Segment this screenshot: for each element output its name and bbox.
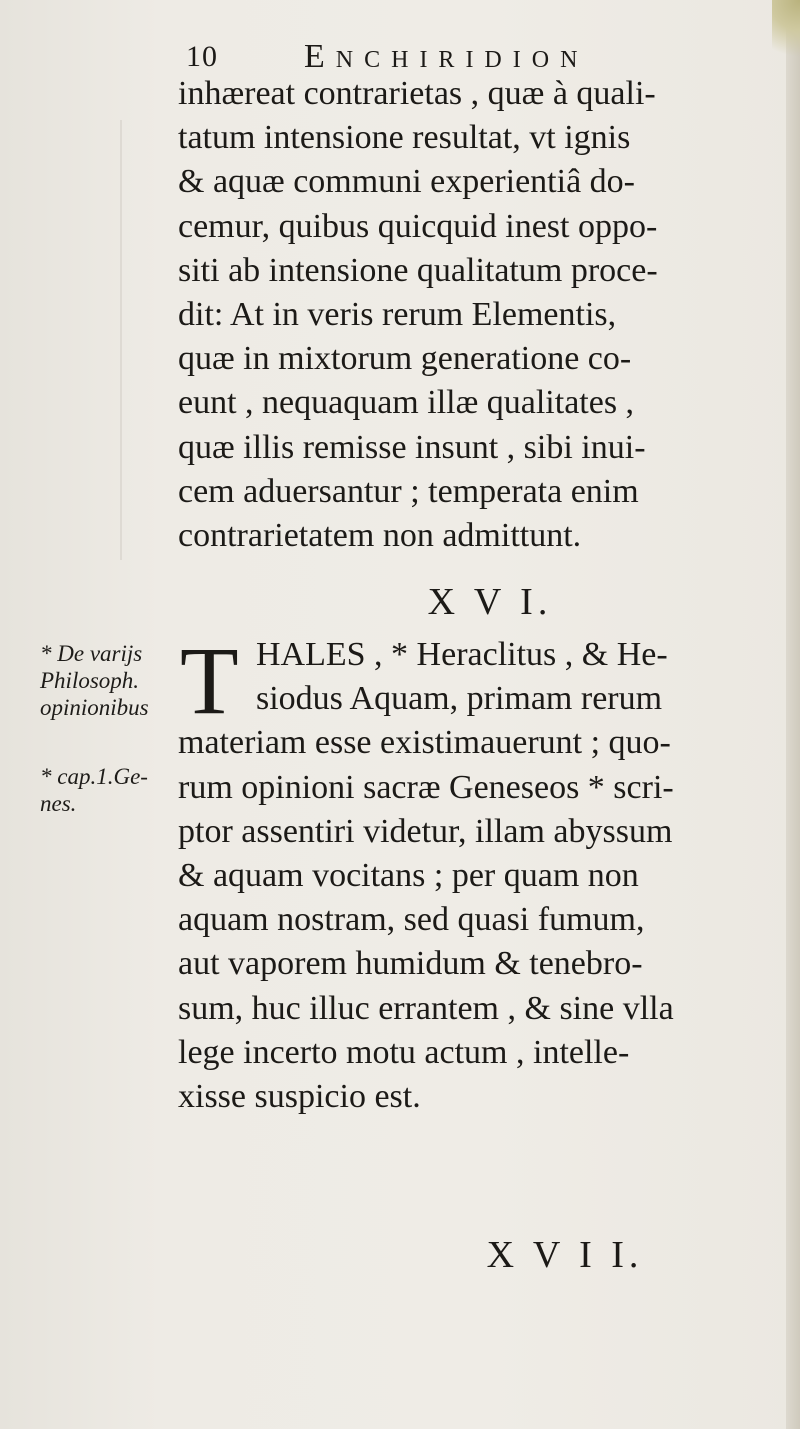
text-line: materiam esse existimauerunt ; quo-: [178, 724, 671, 762]
running-title: Enchiridion: [304, 38, 589, 75]
text-line: sum, huc illuc errantem , & sine vlla: [178, 989, 674, 1027]
margin-note-line: nes.: [40, 791, 77, 816]
margin-note-genesis: [40, 763, 180, 817]
margin-note-philosophers: [40, 640, 180, 721]
text-line: tatum intensione resultat, vt ignis: [178, 119, 631, 157]
page-edge: [786, 0, 800, 1429]
text-line: cemur, quibus quicquid inest oppo-: [178, 207, 658, 245]
text-line: inhæreat contrarietas , quæ à quali-: [178, 75, 656, 112]
page-number: 10: [186, 40, 218, 73]
text-line: aut vaporem humidum & tenebro-: [178, 945, 643, 983]
text-line: lege incerto motu actum , intelle-: [178, 1033, 630, 1071]
text-line: rum opinioni sacræ Geneseos * scri-: [178, 768, 674, 806]
text-line: siodus Aquam, primam rerum: [256, 680, 663, 718]
text-line: xisse suspicio est.: [178, 1077, 421, 1115]
margin-note-line: * cap.1.Ge-: [40, 764, 148, 789]
text-line: contrarietatem non admittunt.: [178, 516, 582, 554]
text-line: & aquam vocitans ; per quam non: [178, 856, 639, 894]
corner-stain: [772, 0, 800, 70]
text-line: ptor assentiri videtur, illam abyssum: [178, 812, 673, 850]
text-line: quæ illis remisse insunt , sibi inui-: [178, 428, 646, 466]
paragraph-xvi: [178, 627, 768, 1119]
text-line: eunt , nequaquam illæ qualitates ,: [178, 384, 635, 422]
paragraph-1: [178, 72, 768, 558]
drop-capital: T: [180, 627, 239, 734]
section-heading-xvi: X V I.: [427, 581, 553, 623]
text-line: HALES , * Heraclitus , & He-: [256, 636, 668, 673]
text-line: aquam nostram, sed quasi fumum,: [178, 901, 645, 939]
text-line: & aquæ communi experientiâ do-: [178, 163, 635, 201]
text-line: dit: At in veris rerum Elementis,: [178, 295, 617, 333]
margin-note-line: opinionibus: [40, 695, 149, 720]
text-line: siti ab intensione qualitatum proce-: [178, 251, 658, 289]
text-line: quæ in mixtorum generatione co-: [178, 340, 632, 378]
bleed-through-mark: [120, 120, 122, 560]
margin-note-line: * De varijs: [40, 641, 143, 666]
catchword: X V I I.: [486, 1234, 644, 1276]
text-line: cem aduersantur ; temperata enim: [178, 472, 639, 510]
margin-note-line: Philosoph.: [40, 668, 140, 693]
